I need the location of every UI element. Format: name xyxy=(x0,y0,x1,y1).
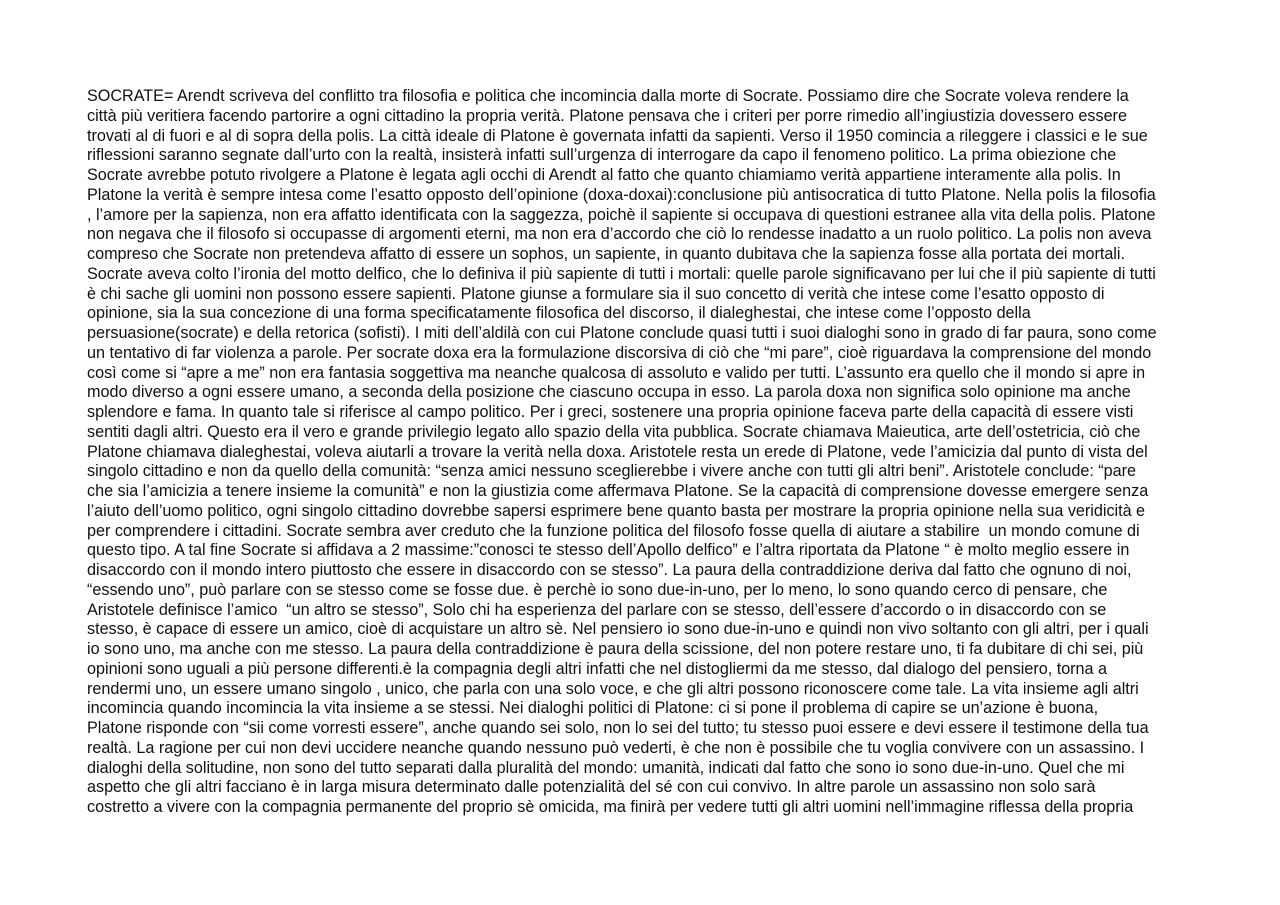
text-line: SOCRATE= Arendt scriveva del conflitto tra filosofia e politica che incomincia dalla morte di Socrate. Possiamo dire che Socrate voleva rendere la xyxy=(87,87,1129,105)
text-line: Platone chiamava dialeghestai, voleva aiutarli a trovare la verità nella doxa. Aristotele resta un erede di Platone, vede l’amicizia dal punto di vista del xyxy=(87,442,1148,461)
text-line: dialoghi della solitudine, non sono del tutto separati dalla pluralità del mondo: umanità, indicati dal fatto che sono io sono due-in-uno. Quel che mi xyxy=(87,758,1125,777)
text-line: non negava che il filosofo si occupasse di argomenti eterni, ma non era d’accordo che ciò lo rendesse inadatto a un ruolo politico. La polis non aveva xyxy=(87,225,1152,244)
text-line: io sono uno, ma anche con me stesso. La paura della contraddizione è paura della scissione, del non potere restare uno, ti fa dubitare di chi sei, più xyxy=(87,640,1144,658)
text-line: Platone la verità è sempre intesa come l’esatto opposto dell’opinione (doxa-doxai):conclusione più antisocratica di tutto Platone. Nella polis la filosofia xyxy=(87,185,1156,204)
text-line: Socrate aveva colto l’ironia del motto delfico, che lo definiva il più sapiente di tutti i mortali: quelle parole significavano per lui che il più sapiente di tutti xyxy=(87,264,1156,283)
text-line: che sia l’amicizia a tenere insieme la comunità” e non la giustizia come affermava Platone. Se la capacità di comprensione dovesse emergere senza xyxy=(87,482,1149,500)
text-line: costretto a vivere con la compagnia permanente del proprio sè omicida, ma finirà per vedere tutti gli altri uomini nell’immagine riflessa della propria xyxy=(87,798,1134,816)
text-line: modo diverso a ogni essere umano, a seconda della posizione che ciascuno occupa in esso. La parola doxa non significa solo opinione ma anche xyxy=(87,383,1131,402)
text-line: disaccordo con il mondo intero piuttosto che essere in disaccordo con se stesso”. La paura della contraddizione deriva dal fatto che ognuno di noi, xyxy=(87,561,1132,579)
text-line: realtà. La ragione per cui non devi uccidere neanche quando nessuno può vederti, è che non è possibile che tu voglia convivere con un assassino. I xyxy=(87,738,1145,757)
text-line: persuasione(socrate) e della retorica (sofisti). I miti dell’aldilà con cui Platone conclude quasi tutti i suoi dialoghi sono in grado di far paura, sono come xyxy=(87,324,1157,342)
text-line: per comprendere i cittadini. Socrate sembra aver creduto che la funzione politica del filosofo fosse quella di aiutare a stabilire un mondo comune di xyxy=(87,521,1140,540)
text-line: splendore e fama. In quanto tale si riferisce al campo politico. Per i greci, sostenere una propria opinione faceva parte della capacità di essere visti xyxy=(87,403,1134,421)
text-line: incomincia quando incomincia la vita insieme a se stessi. Nei dialoghi politici di Platone: ci si pone il problema di capire se un’azione è buona, xyxy=(87,699,1099,718)
text-line: opinioni sono uguali a più persone differenti.è la compagnia degli altri infatti che nel distogliermi da me stesso, dal dialogo del pensiero, torna a xyxy=(87,659,1108,678)
text-line: riflessioni saranno segnate dall’urto con la realtà, insisterà infatti sull’urgenza di interrogare da capo il fenomeno politico. La prima obiezione che xyxy=(87,146,1117,165)
body-text xyxy=(87,87,1197,818)
text-line: , l’amore per la sapienza, non era affatto identificata con la saggezza, poichè il sapiente si occupava di questioni estranee alla vita della polis. Platone xyxy=(87,205,1156,224)
text-line: Aristotele definisce l’amico “un altro se stesso”, Solo chi ha esperienza del parlare con se stesso, dell’essere d’accordo o in disaccordo con se xyxy=(87,600,1107,619)
text-line: opinione, sia la sua concezione di una forma specificatamente filosofica del discorso, il dialeghestai, che intese come l’opposto della xyxy=(87,304,1031,323)
text-line: trovati al di fuori e al di sopra della polis. La città ideale di Platone è governata infatti da sapienti. Verso il 1950 comincia a rileggere i classici e le sue xyxy=(87,126,1148,145)
text-line: così come si “apre a me” non era fantasia soggettiva ma neanche qualcosa di assoluto e valido per tutti. L’assunto era quello che il mondo si apre in xyxy=(87,363,1146,382)
text-line: aspetto che gli altri facciano è in larga misura determinato dalle potenzialità del sé con cui convivo. In altre parole un assassino non solo sarà xyxy=(87,778,1096,797)
text-line: è chi sache gli uomini non possono essere sapienti. Platone giunse a formulare sia il suo concetto di verità che intese come l’esatto opposto di xyxy=(87,284,1105,303)
text-line: “essendo uno”, può parlare con se stesso come se fosse due. è perchè io sono due-in-uno, per lo meno, lo sono quando cerco di pensare, che xyxy=(87,580,1108,599)
text-line: Socrate avrebbe potuto rivolgere a Platone è legata agli occhi di Arendt al fatto che quanto chiamiamo verità appartiene interamente alla polis. In xyxy=(87,166,1121,184)
text-line: rendermi uno, un essere umano singolo , unico, che parla con una solo voce, e che gli altri possono riconoscere come tale. La vita insieme agli altri xyxy=(87,679,1139,698)
text-line: questo tipo. A tal fine Socrate si affidava a 2 massime:”conosci te stesso dell’Apollo delfico” e l’altra riportata da Platone “ è molto meglio essere in xyxy=(87,541,1130,560)
text-line: compreso che Socrate non pretendeva affatto di essere un sophos, un sapiente, in quanto dubitava che la sapienza fosse alla portata dei mortali. xyxy=(87,245,1125,263)
text-line: un tentativo di far violenza a parole. Per socrate doxa era la formulazione discorsiva di ciò che “mi pare”, cioè riguardava la comprensione del mondo xyxy=(87,343,1152,362)
text-line: l’aiuto dell’uomo politico, ogni singolo cittadino dovrebbe sapersi esprimere bene quanto basta per mostrare la propria opinione nella sua veridicità e xyxy=(87,501,1146,520)
text-line: singolo cittadino e non da quello della comunità: “senza amici nessuno sceglierebbe i vivere anche con tutti gli altri beni”. Aristotele conclude: “pare xyxy=(87,462,1137,481)
text-line: stesso, è capace di essere un amico, cioè di acquistare un altro sè. Nel pensiero io sono due-in-uno e quindi non vivo soltanto con gli altri, per i quali xyxy=(87,620,1149,639)
text-line: sentiti dagli altri. Questo era il vero e grande privilegio legato allo spazio della vita pubblica. Socrate chiamava Maieutica, arte dell’ostetricia, ciò che xyxy=(87,422,1141,441)
text-line: Platone risponde con “sii come vorresti essere”, anche quando sei solo, non lo sei del tutto; tu stesso puoi essere e devi essere il testimone della tua xyxy=(87,719,1149,737)
text-line: città più veritiera facendo partorire a ogni cittadino la propria verità. Platone pensava che i criteri per porre rimedio all’ingiustizia dovessero essere xyxy=(87,106,1127,125)
